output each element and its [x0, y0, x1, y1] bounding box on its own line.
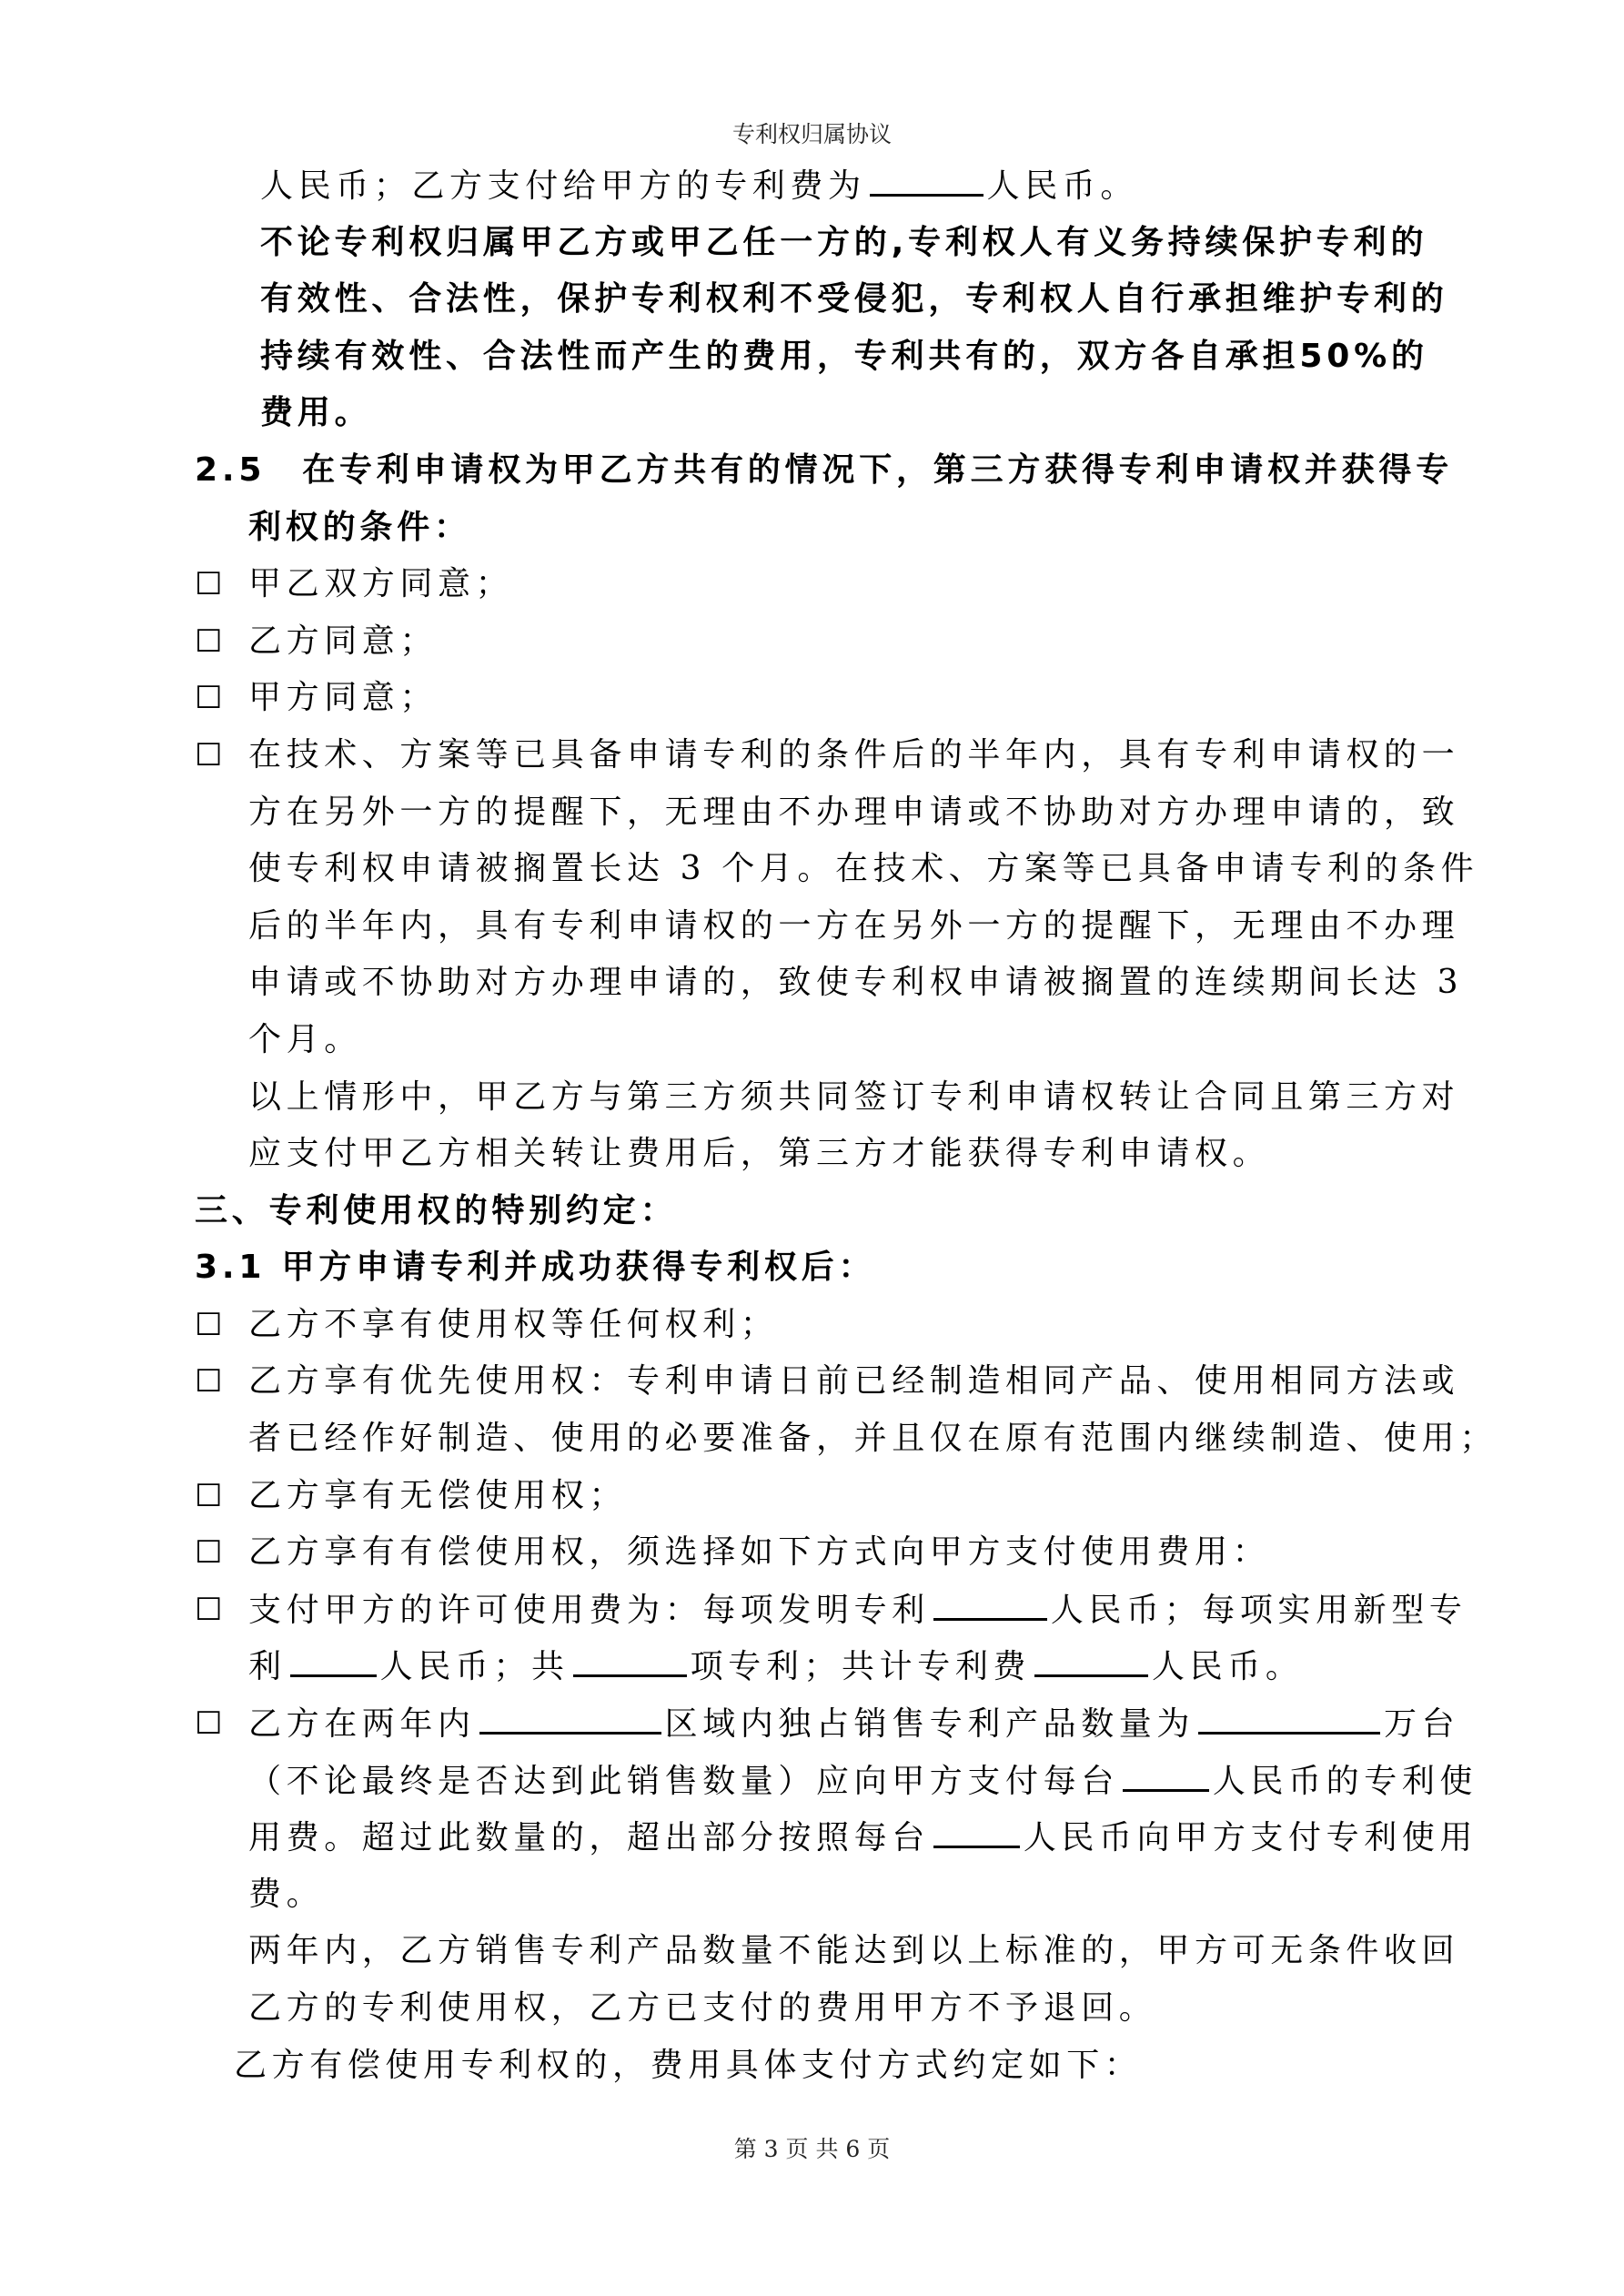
fill-in-blank[interactable] — [573, 1638, 687, 1677]
text-segment: 不论专利权归属甲乙方或甲乙任一方的,专利权人有义务持续保护专利的 — [260, 223, 1428, 261]
text-line — [0, 1126, 1624, 1183]
text-line — [0, 1183, 1624, 1240]
text-line — [0, 1411, 1624, 1468]
text-segment: 3.1 甲方申请专利并成功获得专利权后： — [195, 1249, 876, 1287]
text-line — [0, 1923, 1624, 1980]
checkbox-option-line — [0, 1695, 1624, 1753]
text-segment: 人民币；乙方支付给甲方的专利费为 — [260, 167, 866, 205]
text-segment: 两年内，乙方销售专利产品数量不能达到以上标准的，甲方可无条件收回 — [248, 1932, 1460, 1970]
text-segment: 持续有效性、合法性而产生的费用，专利共有的，双方各自承担50%的 — [260, 337, 1428, 375]
text-segment: 支付甲方的许可使用费为：每项发明专利 — [248, 1591, 930, 1629]
text-segment: 甲乙双方同意； — [248, 565, 514, 603]
text-line — [0, 157, 1624, 215]
text-segment: 在技术、方案等已具备申请专利的条件后的半年内，具有专利申请权的一 — [248, 735, 1460, 774]
text-segment: 乙方有偿使用专利权的，费用具体支付方式约定如下： — [234, 2046, 1143, 2084]
checkbox-option-line — [0, 613, 1624, 671]
checkbox-icon[interactable]: ☐ — [195, 622, 223, 660]
text-segment: 在专利申请权为甲乙方共有的情况下，第三方获得专利申请权并获得专 — [302, 450, 1453, 489]
text-line — [0, 329, 1624, 386]
text-segment: 乙方的专利使用权，乙方已支付的费用甲方不予退回。 — [248, 1989, 1157, 2027]
checkbox-icon[interactable]: ☐ — [195, 1591, 223, 1628]
text-segment: 个月。 — [248, 1020, 362, 1058]
text-segment: 三、专利使用权的特别约定： — [195, 1191, 678, 1229]
text-segment: 应支付甲乙方相关转让费用后，第三方才能获得专利申请权。 — [248, 1135, 1271, 1173]
text-line — [0, 1980, 1624, 2038]
text-line — [0, 1809, 1624, 1866]
checkbox-option-line — [0, 1353, 1624, 1411]
checkbox-icon[interactable]: ☐ — [195, 1705, 223, 1743]
text-segment: 乙方不享有使用权等任何权利； — [248, 1305, 779, 1343]
text-line — [0, 271, 1624, 329]
checkbox-option-line — [0, 1582, 1624, 1639]
text-segment: 以上情形中，甲乙方与第三方须共同签订专利申请权转让合同且第三方对 — [248, 1077, 1460, 1116]
text-segment: 人民币。 — [986, 167, 1139, 205]
text-segment: 人民币。 — [1152, 1648, 1304, 1686]
section-number: 2.5 — [195, 450, 267, 489]
text-segment: 费。 — [248, 1875, 325, 1913]
text-line — [0, 784, 1624, 842]
text-line — [0, 955, 1624, 1012]
text-line — [0, 841, 1624, 898]
text-segment: 后的半年内，具有专利申请权的一方在另外一方的提醒下，无理由不办理 — [248, 906, 1460, 945]
document-body — [0, 157, 1624, 2094]
checkbox-option-line — [0, 556, 1624, 613]
checkbox-icon[interactable]: ☐ — [195, 1534, 223, 1572]
text-segment: 乙方在两年内 — [248, 1705, 476, 1744]
text-line — [0, 2038, 1624, 2095]
checkbox-icon[interactable]: ☐ — [195, 680, 223, 717]
fill-in-blank[interactable] — [1034, 1638, 1148, 1677]
checkbox-icon[interactable]: ☐ — [195, 1306, 223, 1343]
text-segment: 有效性、合法性，保护专利权利不受侵犯，专利权人自行承担维护专利的 — [260, 280, 1448, 319]
checkbox-option-line — [0, 1468, 1624, 1525]
text-line — [0, 1638, 1624, 1695]
text-segment: 乙方享有优先使用权：专利申请日前已经制造相同产品、使用相同方法或 — [248, 1362, 1460, 1401]
text-segment: 乙方享有无偿使用权； — [248, 1476, 628, 1514]
text-segment: 用费。超过此数量的，超出部分按照每台 — [248, 1819, 930, 1857]
text-segment: 乙方享有有偿使用权，须选择如下方式向甲方支付使用费用： — [248, 1533, 1271, 1572]
text-segment: 者已经作好制造、使用的必要准备，并且仅在原有范围内继续制造、使用； — [248, 1420, 1498, 1458]
checkbox-icon[interactable]: ☐ — [195, 736, 223, 774]
text-line — [0, 442, 1624, 500]
text-line — [0, 1753, 1624, 1810]
text-line — [0, 1069, 1624, 1127]
text-segment: 万台 — [1384, 1705, 1460, 1744]
checkbox-icon[interactable]: ☐ — [195, 1363, 223, 1401]
text-segment: 费用。 — [260, 394, 372, 432]
text-line — [0, 1012, 1624, 1069]
text-segment: 区域内独占销售专利产品数量为 — [664, 1705, 1195, 1744]
text-segment: 人民币；共 — [379, 1648, 570, 1686]
checkbox-option-line — [0, 1524, 1624, 1582]
text-segment: 甲方同意； — [248, 679, 439, 717]
text-segment: （不论最终是否达到此销售数量）应向甲方支付每台 — [248, 1762, 1119, 1800]
fill-in-blank[interactable] — [1123, 1753, 1209, 1792]
text-line — [0, 500, 1624, 557]
fill-in-blank[interactable] — [933, 1582, 1047, 1621]
text-segment: 人民币向甲方支付专利使用 — [1023, 1819, 1478, 1857]
text-segment: 项专利；共计专利费 — [690, 1648, 1032, 1686]
text-segment: 乙方同意； — [248, 622, 439, 660]
checkbox-option-line — [0, 670, 1624, 727]
fill-in-blank[interactable] — [870, 157, 983, 197]
text-line — [0, 385, 1624, 442]
text-segment: 方在另外一方的提醒下，无理由不办理申请或不协助对方办理申请的，致 — [248, 793, 1460, 831]
text-segment: 利 — [248, 1648, 287, 1686]
text-line — [0, 215, 1624, 272]
text-segment: 人民币；每项实用新型专 — [1050, 1591, 1468, 1629]
checkbox-icon[interactable]: ☐ — [195, 566, 223, 603]
checkbox-option-line — [0, 727, 1624, 784]
text-line — [0, 1239, 1624, 1297]
fill-in-blank[interactable] — [290, 1638, 377, 1677]
checkbox-icon[interactable]: ☐ — [195, 1477, 223, 1514]
checkbox-option-line — [0, 1297, 1624, 1354]
text-segment: 人民币的专利使 — [1212, 1762, 1478, 1800]
fill-in-blank[interactable] — [479, 1695, 661, 1735]
text-segment: 利权的条件： — [248, 508, 471, 546]
text-segment: 申请或不协助对方办理申请的，致使专利权申请被搁置的连续期间长达 3 — [248, 964, 1464, 1002]
page-footer: 第 3 页 共 6 页 — [733, 2136, 891, 2162]
fill-in-blank[interactable] — [1198, 1695, 1380, 1735]
page-header: 专利权归属协议 — [731, 121, 892, 147]
text-line — [0, 1866, 1624, 1924]
text-line — [0, 898, 1624, 956]
text-segment: 使专利权申请被搁置长达 3 个月。在技术、方案等已具备申请专利的条件 — [248, 850, 1479, 888]
fill-in-blank[interactable] — [933, 1809, 1020, 1848]
